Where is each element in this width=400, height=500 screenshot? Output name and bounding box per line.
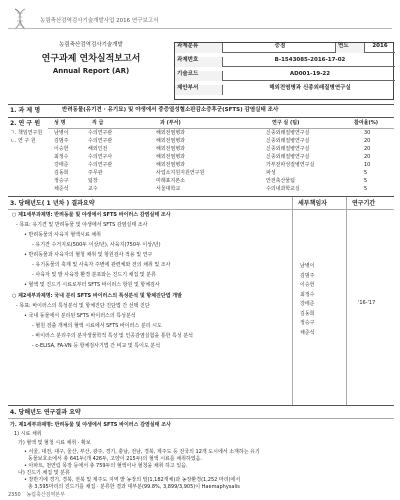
staff-lab: 신종외래질병연구실 bbox=[266, 146, 310, 152]
result-bullet: 총 3,595마리의 진드기를 채집 · 분류한 결과 대부분(99.8%, 3,899/3,905)이 Haemaphysalis bbox=[28, 484, 240, 490]
staff-name: 최정수 bbox=[54, 154, 69, 160]
header-divider bbox=[8, 28, 392, 29]
divider bbox=[8, 209, 394, 210]
summary-line: ○ 제2세부과제명: 국내 분리 SFTS 바이러스의 특성분석 및 항체진단법 개발 bbox=[12, 293, 182, 299]
staff-rate: 10 bbox=[364, 162, 371, 168]
staff-dept: 미래표지본소 bbox=[156, 178, 185, 184]
col-header: 연구 실 (팀) bbox=[272, 120, 300, 126]
summary-line: • 반려동물과 사육자의 혈청 채취 및 항원검사 적용 및 연구 bbox=[24, 252, 153, 258]
summary-line: - 유기견 수거지로(500두 이상/년), 사육지(750두 이상/년) bbox=[32, 242, 161, 248]
section3-label: 3. 당해년도( 1 년차 ) 결과요약 bbox=[10, 200, 95, 207]
meta-row bbox=[175, 43, 395, 53]
report-title-block bbox=[8, 42, 174, 108]
staff-dept: 해외전염병과 bbox=[156, 138, 185, 144]
meta-value: AD001-19-22 bbox=[289, 71, 331, 77]
table-row bbox=[48, 186, 394, 194]
meta-key: 기술코드 bbox=[175, 71, 223, 81]
col-header: 참여율(%) bbox=[354, 120, 379, 126]
sub-researchers: 남병이 김범주 이승헌 최정수 강태준 김동희 정승구 채준석 bbox=[300, 263, 315, 336]
staff-name: 김동희 bbox=[54, 170, 69, 176]
section4-label: 4. 당해년도 연구결과 요약 bbox=[10, 409, 81, 416]
staff-dept: 사업소지원지원연구원 bbox=[156, 170, 205, 176]
staff-rank: 교수 bbox=[88, 186, 98, 192]
table-row bbox=[48, 138, 394, 146]
result-sub: 나) 진드기 채집 및 분류 bbox=[18, 470, 70, 476]
meta-value: 해외전염병과 신종외래질병연구실 bbox=[269, 85, 351, 91]
staff-lab: 안전축산물팀 bbox=[266, 178, 295, 184]
summary-line: - 목표: 바이러스의 특성분석 및 항체진단 진단법 간 선택 진단 bbox=[16, 303, 150, 309]
summary-line: • 반려동물의 사육지 혈액시료 채취 bbox=[24, 232, 101, 238]
table-row bbox=[48, 130, 394, 138]
meta-value: B-1543085-2016-17-02 bbox=[274, 57, 346, 63]
staff-rank: 수의연구사 bbox=[88, 154, 113, 160]
column-divider bbox=[346, 197, 347, 405]
table-row bbox=[48, 154, 394, 162]
divider bbox=[48, 128, 394, 129]
report-title-ko: 연구과제 연차실적보고서 bbox=[41, 54, 141, 64]
staff-dept: 해외전염병과 bbox=[156, 154, 185, 160]
result-sub: 가) 혈액 및 혈청 시료 채취 · 확보 bbox=[18, 440, 91, 446]
summary-line: ○ 제1세부과제명: 반려동물 및 야생에서 SFTS 바이러스 감염실태 조사 bbox=[12, 212, 171, 218]
result-bullet: 동물보호소에서 총 641두(개 426두, 고양이 215두)의 혈액 시료를 채취하였음. bbox=[28, 456, 203, 462]
running-header: 농림축산검역검사기술개발사업 2016 연구보고서 bbox=[40, 18, 159, 24]
staff-name: 남병이 bbox=[54, 130, 69, 136]
meta-key: 과제번호 bbox=[175, 57, 223, 67]
table-row bbox=[48, 170, 394, 178]
staff-rate: 5 bbox=[364, 178, 368, 184]
footer-label: 농림축산검역본부 bbox=[26, 492, 65, 498]
summary-line: • 국내 동물에서 분리된 SFTS 바이러스의 특성분석 bbox=[24, 313, 136, 319]
divider bbox=[8, 104, 394, 105]
page-footer bbox=[8, 492, 65, 498]
staff-rate: 5 bbox=[364, 170, 368, 176]
staff-rate: 20 bbox=[364, 146, 371, 152]
table-row bbox=[48, 162, 394, 170]
staff-lab: 신종외래질병연구실 bbox=[266, 138, 310, 144]
divider bbox=[8, 117, 394, 118]
result-bullet: • 장반기에 경기, 경북, 전북 및 제주도 지역 밭 농장의 밀(1,182개체)과 농장환경(1,252 마리)에서 bbox=[24, 477, 241, 483]
col-header: 직 급 bbox=[92, 120, 104, 126]
meta-value: 증점 bbox=[274, 43, 286, 49]
summary-line: - 목표: 유기견 및 반려동물 및 야생에서 SFTS 감염실태 조사 bbox=[16, 222, 148, 228]
report-meta-table bbox=[174, 42, 394, 100]
result-title: 가. 제1세부과제명: 반려동물 및 야생에서 SFTS 바이러스 감염실태 조사 bbox=[10, 422, 171, 428]
project-title: 반려동물(유기견 · 유기묘) 및 야생에서 중증열성혈소판감소증후군(SFTS) 감염실태 조사 bbox=[62, 107, 279, 113]
staff-dept: 해외전염병과 bbox=[156, 146, 185, 152]
summary-line: • 혈액 및 진드기 시료로부터 SFTS 바이러스 항원 및 항체검사 bbox=[24, 282, 160, 288]
col-header: 성 명 bbox=[54, 120, 66, 126]
research-period: '16-'17 bbox=[358, 300, 376, 306]
staff-dept: 서울대학교 bbox=[156, 186, 181, 192]
report-org: 농림축산검역검사기술개발 bbox=[59, 42, 123, 48]
staff-lab: 파성 bbox=[266, 170, 276, 176]
col-header: 과 (부서) bbox=[160, 120, 181, 126]
staff-name: 이승헌 bbox=[54, 146, 69, 152]
result-sub: 1) 시료 채취 bbox=[14, 431, 42, 437]
staff-rate: 20 bbox=[364, 154, 371, 160]
staff-lab: 수의내과학교실 bbox=[266, 186, 300, 192]
staff-lab: 신종외래질병연구실 bbox=[266, 154, 310, 160]
meta-value: 2016 bbox=[372, 43, 388, 49]
staff-name: 강태준 bbox=[54, 162, 69, 168]
section1-label: 1. 과 제 명 bbox=[10, 107, 41, 114]
summary-line: - 유기동물의 축계 및 사육자 주변에 관련체와 전의 채취 및 조사 bbox=[32, 262, 171, 268]
section2-label: 2. 연 구 원 bbox=[10, 120, 41, 127]
staff-name: 정승구 bbox=[54, 178, 69, 184]
meta-row bbox=[175, 71, 395, 81]
report-title-en: Annual Report (AR) bbox=[52, 67, 130, 75]
summary-line: - 혈원 검출 개체의 혈액 시료에서 SFTS 바이러스 분리 시도 bbox=[32, 323, 162, 329]
staff-lab: 가부전파성질병연구실 bbox=[266, 162, 315, 168]
column-divider bbox=[292, 197, 293, 405]
staff-rate: 5 bbox=[364, 186, 368, 192]
summary-line: - c-ELISA, FA-VN 등 항체검사기법 간 비교 및 특이도 분석 bbox=[32, 343, 161, 349]
staff-rank: 팀장 bbox=[88, 178, 98, 184]
meta-row bbox=[175, 85, 395, 95]
staff-name: 김범주 bbox=[54, 138, 69, 144]
staff-header-row bbox=[48, 120, 394, 128]
staff-rank: 수의연구관 bbox=[88, 162, 113, 168]
staff-rank: 수의연구관 bbox=[88, 138, 113, 144]
divider bbox=[8, 405, 394, 406]
staff-rank: 수의연구관 bbox=[88, 130, 113, 136]
staff-dept: 해외전염병과 bbox=[156, 130, 185, 136]
staff-rank: 해외인전 bbox=[88, 146, 108, 152]
result-bullet: • 서울, 대전, 대구, 울산, 부산, 광주, 경기, 충남, 전남, 경북, 제주도 등 전국의 12개 도시에서 소재하는 유기 bbox=[24, 449, 260, 455]
divider bbox=[8, 418, 394, 419]
meta-key: 연도 bbox=[335, 43, 365, 53]
meta-key: 과제분류 bbox=[175, 43, 223, 53]
divider bbox=[8, 196, 394, 197]
dna-logo-icon bbox=[10, 8, 30, 30]
researcher-sublabel: ㄴ. 연 구 원 bbox=[10, 138, 36, 144]
staff-rate: 30 bbox=[364, 130, 371, 136]
staff-rate: 20 bbox=[364, 138, 371, 144]
researcher-sublabel: ㄱ. 책임연구원 bbox=[10, 130, 43, 136]
page-number: 2350 bbox=[8, 492, 21, 498]
page-header bbox=[0, 0, 400, 34]
summary-line: - 사육자 및 발 사육장 환경 분포와는 진드기 채집 및 분류 bbox=[32, 272, 156, 278]
table-row bbox=[48, 146, 394, 154]
table-row bbox=[48, 178, 394, 186]
col-period-header: 연구기간 bbox=[352, 200, 376, 207]
staff-dept: 해외전염병과 bbox=[156, 162, 185, 168]
meta-row bbox=[175, 57, 395, 67]
summary-line: - 바이러스 분리주의 분자생물학적 특성 및 인공감염실험을 통한 특성 분석 bbox=[32, 333, 194, 339]
meta-key: 제안부서 bbox=[175, 85, 223, 95]
result-bullet: • 아파트, 천연림 목장 등에서 총 759두의 혈액이나 혈청을 채취 하고 있음. bbox=[24, 463, 188, 469]
staff-name: 채준석 bbox=[54, 186, 69, 192]
col-researcher-header: 세부책임자 bbox=[298, 200, 327, 207]
staff-rank: 주무관 bbox=[88, 170, 103, 176]
staff-lab: 신종외래질병연구실 bbox=[266, 130, 310, 136]
